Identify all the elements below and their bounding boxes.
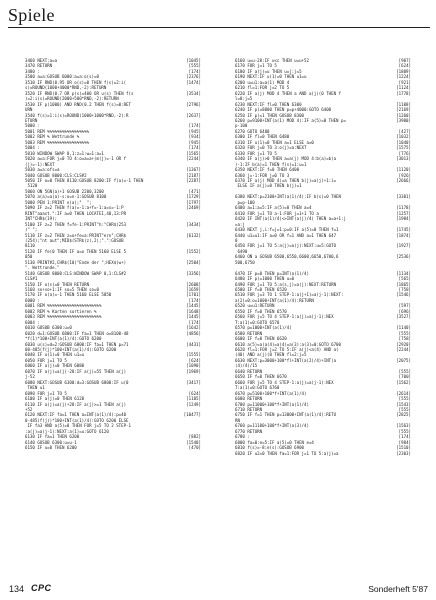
- checksum: [1984]: [396, 216, 411, 222]
- checksum: [1108]: [396, 101, 411, 107]
- code-text: l=0:j=5: [235, 96, 253, 102]
- code-text: 6310 IF u(1)=0 THEN a=1 ELSE a=0: [235, 139, 314, 145]
- checksum: [2244]: [186, 156, 201, 162]
- checksum: [984]: [398, 439, 411, 445]
- checksum: [2796]: [186, 101, 201, 107]
- code-text: (j)=-1):NEXT: [25, 161, 55, 167]
- code-text: 6190 NEXT:IF u(1)=0 THEN u1=u: [235, 74, 307, 80]
- checksum: [700]: [398, 374, 411, 380]
- code-text: 6370 IF a(j) MOD 4)=a THEN b(j)=a(j)+1:i=: [235, 177, 337, 183]
- code-text: 3460 NEXT:a=a: [25, 58, 58, 63]
- checksum: [471]: [188, 188, 201, 194]
- checksum: [1124]: [396, 85, 411, 91]
- code-text: 6220 IF a(j) MOD 4 THEN a AND a(j)(0 THEN f: [235, 90, 341, 96]
- code-text: 5070 a(a)=a(a)-s:o=n-1:GOSUB 8100: [25, 194, 107, 200]
- checksum: [1927]: [396, 243, 411, 249]
- checksum: [1969]: [186, 368, 201, 374]
- page-footer: [0, 580, 436, 600]
- checksum: [624]: [398, 63, 411, 69]
- checksum: [907]: [398, 58, 411, 63]
- checksum: [1120]: [396, 167, 411, 173]
- code-text: 6020 d=1:GOSUB 6800:IF fa=1 THEN o=8100-48: [25, 330, 129, 336]
- code-text: 5002 REM % Wettrunde %: [25, 134, 80, 140]
- checksum: [555]: [398, 368, 411, 374]
- checksum: [3356]: [186, 270, 201, 276]
- code-text: THEN u1: [25, 385, 45, 391]
- code-text: 6060 IF a(j)=0 THEN 6080: [25, 363, 85, 369]
- checksum: [1745]: [396, 227, 411, 233]
- code-text: 5003 REM %%%%%%%%%%%%%%%%%: [25, 139, 90, 145]
- checksum: [1797]: [186, 199, 201, 205]
- checksum: [174]: [188, 145, 201, 151]
- code-text: 00-485(f(j)*100+INT(a(1)/4):GOTO 6200: [25, 347, 117, 353]
- code-text: (254);"nt aut";MID$(STR$(z),2);".":GOSUB: [25, 237, 124, 243]
- code-text: 6780 :: [235, 434, 250, 440]
- code-text: 5004 :: [25, 145, 40, 151]
- code-text: T:a(1)=0:GOTO 6760: [235, 385, 280, 391]
- code-text: 5000 :: [25, 123, 40, 129]
- checksum: [1090]: [186, 363, 201, 369]
- code-text: 6800 fa=0:e=5:IF a(5)=0 THEN e=4: [235, 439, 314, 445]
- checksum: [2637]: [186, 112, 201, 118]
- checksum: [1778]: [396, 90, 411, 96]
- code-text: 6330 FOR j=1 TO 5: [235, 150, 277, 156]
- checksum: [2614]: [396, 390, 411, 396]
- code-text: 5060 ON 5GN(a)+1 GOSUB 2200,3200: [25, 188, 104, 194]
- code-text: 6004 :: [25, 319, 40, 325]
- code-text: 6610 a(5)=a(a(4)=a(4)=a(3):a(3)=0:GOTO 6700: [235, 341, 341, 347]
- code-text: 6350 NEXT:IF f=0 THEN 6400: [235, 167, 300, 173]
- checksum: [921]: [398, 79, 411, 85]
- checksum: [555]: [398, 396, 411, 402]
- code-text: )" ";: [25, 227, 38, 233]
- code-text: 6160 u=u-28:IF u<c THEN u=u+52: [235, 58, 309, 63]
- code-text: 6001 REM %%%%%%%%%%%%%%%%%%%%%%: [25, 303, 102, 309]
- code-text: 5150 IF o(s)=0 THEN RETURN: [25, 281, 90, 287]
- checksum: [1540]: [186, 439, 201, 445]
- code-text: RINT"aaast.":IF a=0 THEN LOCATE1,40,13:PR: [25, 210, 127, 216]
- checksum: [2187]: [186, 172, 201, 178]
- checksum: [555]: [398, 330, 411, 336]
- checksum: [2244]: [396, 347, 411, 353]
- code-text: 6490: [235, 248, 248, 254]
- checksum: [1543]: [396, 401, 411, 407]
- checksum: [174]: [398, 434, 411, 440]
- checksum: [3434]: [186, 221, 201, 227]
- code-text: 6770 RETURN: [235, 428, 263, 434]
- code-text: 6070 IF a(j)=a(j)-28:IF a(j)=55 THEN a(j): [25, 368, 127, 374]
- code-text: 5050 IF o=0 THEN 8110:GOSUB 8200:IF f(a)=-1 THEN: [25, 177, 144, 183]
- code-text: 6003 REM %%%%%%%%%%%%%%%%%%%%%%: [25, 314, 102, 320]
- checksum: [1552]: [186, 248, 201, 254]
- code-text: 6270 GOTO 6480: [235, 128, 270, 134]
- code-text: 5140 GOSUB 8000:CLS:WINDOW SWAP 0,1:CLS#2: [25, 270, 127, 276]
- code-text: 6650 IF f=0 THEN 6670: [235, 374, 287, 380]
- code-text: 6050 FOR j=1 TO 5: [25, 357, 67, 363]
- checksum: [945]: [188, 128, 201, 134]
- checksum: [3534]: [186, 90, 201, 96]
- code-text: ". Wettrunde.": [25, 265, 60, 271]
- code-text: 6000 :: [25, 297, 40, 303]
- checksum: [2169]: [396, 107, 411, 113]
- checksum: [1260]: [396, 112, 411, 118]
- checksum: [1045]: [186, 58, 201, 63]
- code-text: 5160 so+so+1:IF so=5 THEN so=0: [25, 287, 99, 293]
- checksum: [926]: [398, 172, 411, 178]
- code-text: 6340 IF a(j)>0 THEN a=a(j) MOD 4:b(a)=b(a: [235, 156, 337, 162]
- checksum: [3900]: [396, 117, 411, 123]
- code-text: 6570 p=1000+INT(a(1)/4): [235, 325, 292, 331]
- code-text: 6630 NEXT:p=3000+100*fl+INT(a(2)/4)+INT(a: [235, 357, 337, 363]
- code-line: [235, 451, 411, 456]
- code-text: 5040 GOSUB 8000:CLS:CLS#2: [25, 172, 87, 178]
- code-text: a(2)=0:o=1000+INT(a(1)/4):RETURN: [235, 297, 314, 303]
- checksum: [565]: [398, 276, 411, 282]
- checksum: [624]: [188, 390, 201, 396]
- code-text: 5120: [25, 183, 38, 189]
- checksum: [555]: [398, 428, 411, 434]
- magazine-logo: CPC: [31, 583, 52, 593]
- checksum: [3527]: [396, 314, 411, 320]
- checksum: [1032]: [396, 134, 411, 140]
- code-text: 5020 a=a:FOR j=0 TO 4:o=a=a+(m(j)=-1 OR f: [25, 156, 127, 162]
- checksum: [2666]: [396, 177, 411, 183]
- checksum: [555]: [398, 407, 411, 412]
- checksum: [1224]: [396, 74, 411, 80]
- checksum: [882]: [188, 434, 201, 440]
- checksum: [555]: [188, 63, 201, 69]
- code-text: 6230 NEXT:IF fl=0 THEN 6300: [235, 101, 302, 107]
- code-text: 6040 IF u(1)=0 THEN u1=u: [25, 352, 85, 358]
- code-text: (4)/4)/15: [235, 363, 258, 369]
- code-text: T:a(1)=0:GOTO 6570: [235, 319, 280, 325]
- code-text: 3540 f(s)=1:i(s)=ROUND(1000+1000*RND,-2):R: [25, 112, 129, 118]
- code-text: 6030 u(s)=d=2:GOSUB 6800:IF fa=1 THEN p=71: [25, 341, 129, 347]
- code-text: 3510 IF RND(0.95 OR o(s)=0 THEN f(s)=2:i(: [25, 79, 127, 85]
- code-text: 6600 IF f=0 THEN 6620: [235, 336, 287, 342]
- checksum: [1659]: [186, 287, 201, 293]
- code-text: 0: [235, 237, 238, 243]
- code-text: 6510 FOR j=3 TO 1 STEP-1:a(j+1)=a(j-1):NEXT:: [235, 292, 344, 298]
- code-text: 6400 a=1:a=5:IF a(5)=0 THEN a=4: [235, 205, 312, 211]
- code-text: )-1:IF b(a)=1 THEN f(s)=1:u=1: [235, 161, 307, 167]
- code-text: 6420 IF INT(a(1)/4)<>INT(a(j)/4) THEN a=a+1:j: [235, 216, 346, 222]
- code-text: 6010 GOSUB 6300:u=0: [25, 325, 72, 331]
- code-text: 6120 NEXT:IF fa=1 THEN a=INT(a(1)/4):p=40: [25, 412, 127, 418]
- checksum: [758]: [398, 336, 411, 342]
- code-text: 6710 RETURN: [235, 407, 263, 412]
- checksum: [4856]: [186, 330, 201, 336]
- code-text: 5090 IF z=2 THEN f(a)=-1:a+f=-1:a=s=-1:P: [25, 205, 124, 211]
- code-text: 6002 REM % Karten sortieren %: [25, 308, 97, 314]
- checksum: [174]: [188, 319, 201, 325]
- section-title: Spiele: [8, 5, 55, 25]
- issue-label: Sonderheft 5'87: [368, 584, 428, 594]
- checksum: [2469]: [186, 205, 201, 211]
- checksum: [1445]: [186, 303, 201, 309]
- checksum: [1257]: [396, 210, 411, 216]
- page-header: [0, 0, 436, 38]
- code-text: 6640 RETURN: [235, 368, 263, 374]
- code-text: 6090 FOR j=1 TO 5: [25, 390, 67, 396]
- code-text: ELSE IF a(j)=0 THEN b(j)=1: [235, 183, 302, 189]
- code-text: 3470 RETURN: [25, 63, 53, 69]
- checksum: [470]: [188, 445, 201, 451]
- code-text: 6460 ON a GOSUB 6500,6550,6600,6650,6700,6: [235, 254, 339, 260]
- code-text: 6100 IF a(j)=0 THEN 6120: [25, 396, 85, 402]
- code-text: 6470 IF p=0 THEN p=INT(a(1)/4): [235, 270, 309, 276]
- code-text: 6380 NEXT:p=2100+INT(a(1)/4):IF b(s)=0 THEN: [235, 194, 341, 200]
- code-text: 6260 p=9100+INT(a(1) MOD 4):IF a(5)=0 THEN p=: [235, 117, 346, 123]
- checksum: [758]: [398, 287, 411, 293]
- code-text: 3480 :: [25, 68, 40, 74]
- checksum: [696]: [398, 308, 411, 314]
- checksum: [2536]: [396, 254, 411, 260]
- checksum: [10477]: [183, 412, 201, 418]
- checksum: [1510]: [396, 445, 411, 451]
- code-text: p=p-100: [235, 199, 255, 205]
- code-text: 6080 NEXT:GOSUB 6300:d=3:GOSUB 6800:IF u(0: [25, 379, 129, 385]
- checksum: [1445]: [186, 314, 201, 320]
- code-text: 500,6750: [235, 259, 255, 265]
- code-text: 6300 IF fl=0 THEN 6480: [235, 134, 290, 140]
- code-text: 0-485(f(j))*100+INT(a(1)/4):GOTO 6200 ELSE: [25, 417, 129, 423]
- checksum: [1729]: [186, 194, 201, 200]
- checksum: [2376]: [186, 74, 201, 80]
- code-text: 5110 IF z=2 THEN z=o+fe=a:PRINT"ern";CHR$: [25, 232, 127, 238]
- code-text: CLS#1: [25, 276, 38, 282]
- checksum: [1134]: [396, 270, 411, 276]
- checksum: [3417]: [186, 379, 201, 385]
- page-number: 134: [9, 584, 25, 594]
- checksum: [1140]: [396, 325, 411, 331]
- code-text: )=2:i(s)=ROUND(2000+500*RND,-2):RETURN: [25, 96, 119, 102]
- checksum: [1874]: [396, 232, 411, 238]
- code-text: +52: [25, 407, 33, 412]
- code-text: 6440 u1=u1:IF a=0 OR f=1 AND a=1 THEN 647: [235, 232, 337, 238]
- code-text: 6410 FOR j=1 TO a-1:FOR j=1+1 TO a: [235, 210, 319, 216]
- code-text: 6480 IF p(=1000 THEN u=0: [235, 276, 295, 282]
- code-text: 050: [25, 254, 33, 260]
- code-text: 6430 NEXT j,i:f=j=1:p=0:IF a(5)=0 THEN f=1: [235, 227, 339, 233]
- checksum: [2608]: [186, 281, 201, 287]
- checksum: [427]: [398, 128, 411, 134]
- code-text: 6130 IF fa=1 THEN 6200: [25, 434, 80, 440]
- code-text: INT"CHR$(19);: [25, 216, 58, 222]
- checksum: [1555]: [186, 352, 201, 358]
- code-text: 6210 fl=1:FOR j=2 TO 5: [235, 85, 290, 91]
- checksum: [2920]: [396, 341, 411, 347]
- code-text: 6200 u=u1:a=a(1) MOD 4: [235, 79, 290, 85]
- checksum: [174]: [188, 297, 201, 303]
- checksum: [945]: [188, 139, 201, 145]
- code-text: ETURN: [25, 117, 38, 123]
- checksum: [174]: [188, 123, 201, 129]
- checksum: [3301]: [396, 194, 411, 200]
- checksum: [1701]: [186, 292, 201, 298]
- code-text: 5030 a=a:ofs=a: [25, 167, 60, 173]
- code-text: =a:j: [235, 221, 245, 227]
- code-text: 6580 RETURN: [235, 330, 263, 336]
- code-text: 6140 GOSUB 6300:u=u-1: [25, 439, 77, 445]
- checksum: [1809]: [396, 68, 411, 74]
- code-text: 5080 PEN 1:PRINT n(a);" ";: [25, 199, 92, 205]
- code-text: 6450 FOR j=1 TO 5:a(j)=a(j):NEXT:u=5:GOTO: [235, 243, 337, 249]
- code-text: 3530 IF p(1000) AND RND(0.2 THEN f(s)=0:RET: [25, 101, 131, 107]
- code-text: 6250 IF p(=1 THEN GOSUB 8300: [235, 112, 305, 118]
- code-line: [25, 445, 201, 450]
- checksum: [1249]: [186, 401, 201, 407]
- code-text: :a(j)=a(j-1):NEXT:a(1)=u:GOTO 6120: [25, 428, 109, 434]
- checksum: [1565]: [186, 150, 201, 156]
- code-text: j-52: [25, 374, 35, 380]
- code-text: 6320 FOR j=0 TO 3:o(j)=a:NEXT: [235, 145, 307, 151]
- checksum: [1575]: [396, 145, 411, 151]
- code-text: 6150 IF u=0 THEN 6200: [25, 445, 77, 451]
- checksum: [1865]: [396, 281, 411, 287]
- checksum: [776]: [398, 150, 411, 156]
- code-text: 6700 p=11000+100*f+INT(a(1)/4): [235, 401, 309, 407]
- code-text: 6820 IF u2=0 THEN fa=1:FOR j=1 TO 5:a(j)=a: [235, 450, 339, 456]
- code-text: 6490 FOR j=1 TO 5:a(s,j)=a(j):NEXT:RETURN: [235, 281, 337, 287]
- header-rule: [8, 27, 430, 28]
- code-text: RN: [235, 417, 240, 423]
- checksum: [1648]: [186, 308, 201, 314]
- code-text: 6560 FOR j=5 TO 4 STEP-1:a(j)=a(j-1):NEX: [235, 314, 334, 320]
- code-text: 6500 IF f=0 THEN 6520: [235, 287, 287, 293]
- checksum: [174]: [188, 68, 201, 74]
- code-text: 5100 IF z=2 THEN f=fe-1:PRINT"h:"CHR$(253: [25, 221, 127, 227]
- checksum: [4431]: [186, 341, 201, 347]
- code-text: 6550 IF f=0 THEN 6570: [235, 308, 287, 314]
- checksum: [2825]: [396, 412, 411, 418]
- code-text: 3520 IF RND(0.7 OR p(s)=400 OR u(s) THEN f(s: [25, 90, 134, 96]
- checksum: [1562]: [396, 379, 411, 385]
- listing-column-left: [25, 58, 201, 582]
- checksum: [1178]: [396, 205, 411, 211]
- code-text: 6760 p=11100+100*f+INT(a(3)/4): [235, 423, 309, 429]
- code-text: IF fa3 AND a(5)=0 THEN FOR j=5 TO 2 STEP-1: [25, 423, 131, 429]
- code-text: 6110 IF a(j)=a(j)+28:IF a(j)>=1 THEN a(j): [25, 401, 127, 407]
- code-text: (40) AND a(j)(0 THEN fl=2:j=5: [235, 352, 307, 358]
- code-text: 8110: [25, 243, 35, 249]
- code-text: 5001 REM %%%%%%%%%%%%%%%%%: [25, 128, 90, 134]
- checksum: [6132]: [186, 232, 201, 238]
- code-text: s)=ROUND(1000+4000*RND,-2):RETURN: [25, 85, 107, 91]
- code-text: 6680 RETURN: [235, 396, 263, 402]
- code-text: 5130 PRINT#2,CHR$(10)"Ende der ";HEX$(w+): [25, 259, 127, 265]
- checksum: [1105]: [186, 396, 201, 402]
- code-text: URN: [25, 107, 33, 113]
- code-text: p-100: [235, 123, 248, 129]
- checksum: [2303]: [396, 450, 411, 456]
- code-text: 5170 IF o(a)=-1 THEN 5160 ELSE 5050: [25, 292, 112, 298]
- code-text: 6520 u=u1:RETURN: [235, 303, 275, 309]
- checksum: [624]: [188, 357, 201, 363]
- checksum: [1563]: [396, 423, 411, 429]
- code-text: 6240 IF p(=8000 THEN p=p+4000:GOTO 6400: [235, 107, 332, 113]
- checksum: [1367]: [186, 167, 201, 173]
- checksum: [1642]: [186, 325, 201, 331]
- code-text: 6810 f(s)=-8:e(s):GOSUB 6900: [235, 445, 305, 451]
- code-text: 6670 p=5100+100*f+INT(a(1)/4): [235, 390, 307, 396]
- code-text: 5120 IF fe(0 THEN IF a=o THEN 5160 ELSE 5: [25, 248, 127, 254]
- checksum: [934]: [188, 134, 201, 140]
- checksum: [3013]: [396, 156, 411, 162]
- code-text: 6750 IF f=1 THEN p=13000+INT(a(1)/4):RETU: [235, 412, 337, 418]
- checksum: [2504]: [186, 259, 201, 265]
- checksum: [1040]: [396, 139, 411, 145]
- checksum: [597]: [398, 303, 411, 309]
- checksum: [1546]: [396, 292, 411, 298]
- checksum: [2287]: [186, 177, 201, 183]
- code-text: 6660 FOR j=5 TO 4 STEP-1:a(j)=a(j-1):NEX: [235, 379, 334, 385]
- code-text: 6180 IF a(j)=u THEN u=j:j=5: [235, 68, 302, 74]
- checksum: [2075]: [396, 357, 411, 363]
- checksum: [1474]: [186, 79, 201, 85]
- code-text: 6170 FOR j=1 TO 5: [235, 63, 277, 69]
- code-text: *f(1)*100+INT(a(1)/4):GOTO 6200: [25, 336, 102, 342]
- code-text: 6620 fl=1:FOR j=2 TO 5:IF a(j)<a(4) AND a(: [235, 347, 339, 353]
- code-text: 6360 j=-1:FOR j=0 TO 3: [235, 172, 290, 178]
- code-text: 5010 WINDOW SWAP 0,1:z=1:w=1:a=1: [25, 150, 104, 156]
- listing-column-right: [235, 58, 411, 582]
- code-text: 3500 a=a:GOSUB 6000:a=a:o(s)=0: [25, 74, 99, 80]
